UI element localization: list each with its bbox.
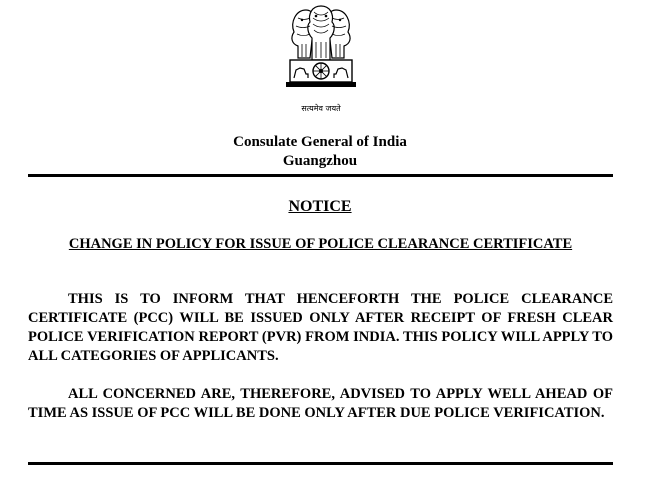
notice-paragraph-1: THIS IS TO INFORM THAT HENCEFORTH THE POLICE CLEARANCE CERTIFICATE (PCC) WILL BE ISSUED ONLY AFTER RECEIPT OF FRESH CLEAR POLICE VERIFICATION REPORT (PVR) FROM INDIA. THIS POLICY WILL APPLY TO ALL CATEGORIES OF APPLICANTS.	[28, 291, 613, 364]
bottom-divider	[28, 462, 613, 465]
top-divider	[28, 174, 613, 177]
national-emblem-icon	[280, 2, 362, 120]
emblem-motto: सत्यमेव जयते	[301, 104, 341, 113]
office-city: Guangzhou	[282, 153, 358, 169]
notice-paragraph-2: ALL CONCERNED ARE, THEREFORE, ADVISED TO APPLY WELL AHEAD OF TIME AS ISSUE OF PCC WILL BE DONE ONLY AFTER DUE POLICE VERIFICATION.	[28, 386, 613, 421]
notice-title: NOTICE	[288, 198, 352, 215]
notice-subject: CHANGE IN POLICY FOR ISSUE OF POLICE CLEARANCE CERTIFICATE	[68, 236, 573, 252]
office-name: Consulate General of India	[233, 134, 407, 150]
